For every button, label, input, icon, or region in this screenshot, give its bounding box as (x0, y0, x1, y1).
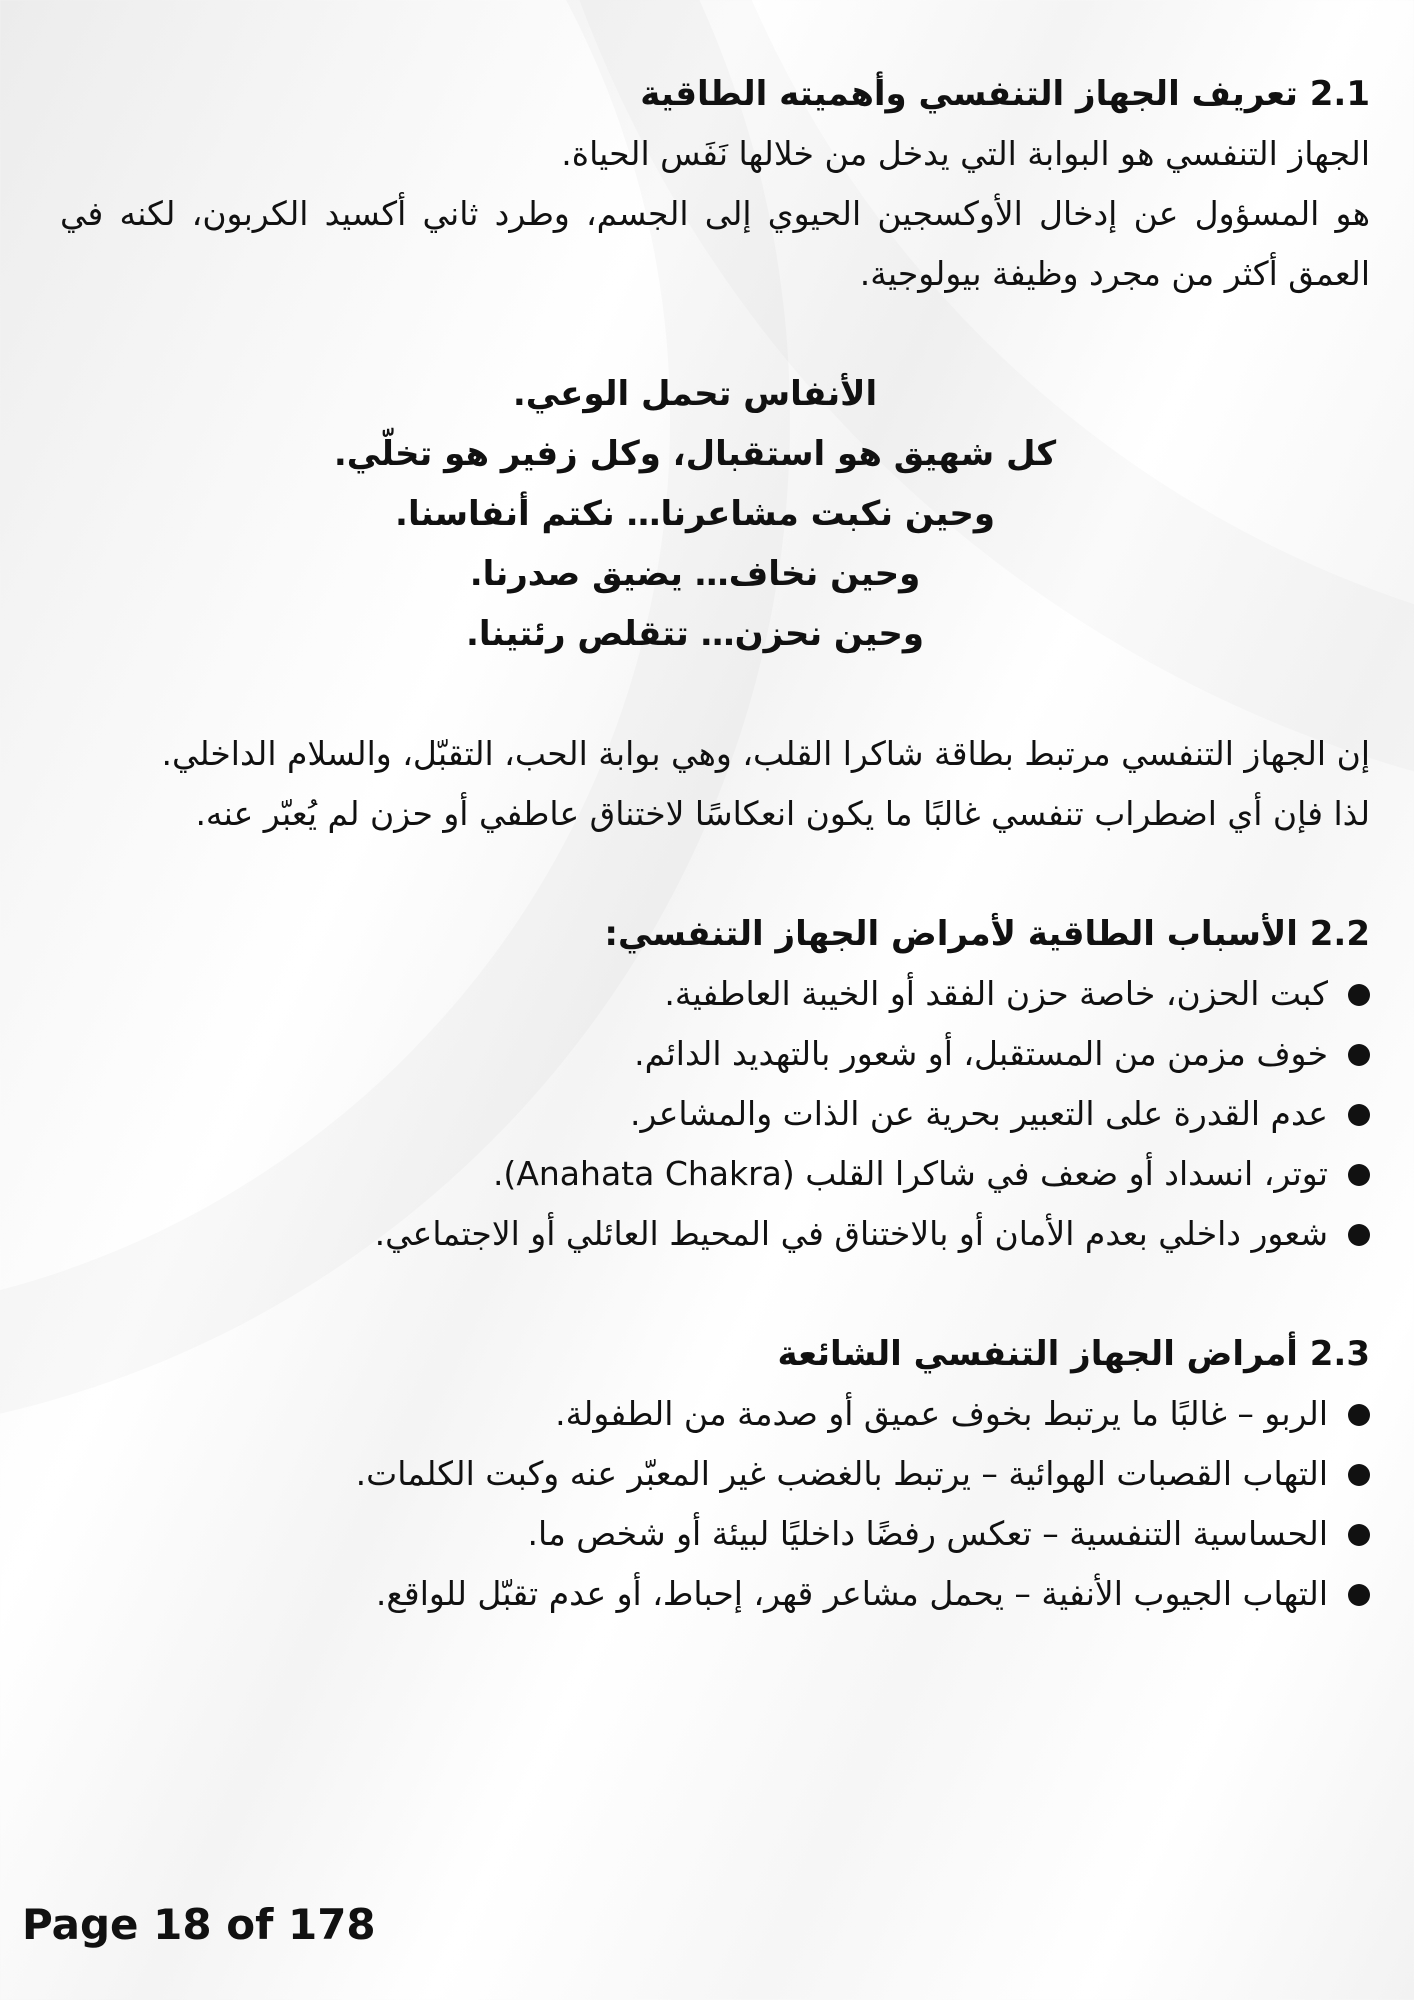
list-item (60, 1204, 1370, 1264)
bullet-icon (1348, 1464, 1370, 1486)
list-item-text: التهاب القصبات الهوائية – يرتبط بالغضب غير المعبّر عنه وكبت الكلمات. (355, 1454, 1328, 1493)
bullet-icon (1348, 1404, 1370, 1426)
poem-line: وحين نكبت مشاعرنا… نكتم أنفاسنا. (395, 494, 995, 534)
list-item-text: توتر، انسداد أو ضعف في شاكرا القلب (Anahata Chakra). (492, 1154, 1328, 1193)
list-item-text: الحساسية التنفسية – تعكس رفضًا داخليًا لبيئة أو شخص ما. (527, 1514, 1328, 1553)
paragraph-line: لذا فإن أي اضطراب تنفسي غالبًا ما يكون انعكاسًا لاختناق عاطفي أو حزن لم يُعبّر عنه. (195, 794, 1370, 833)
poem-line: كل شهيق هو استقبال، وكل زفير هو تخلّي. (333, 434, 1057, 474)
poem-block (60, 364, 1370, 664)
list-item (60, 964, 1370, 1024)
list-item-text: الربو – غالبًا ما يرتبط بخوف عميق أو صدمة من الطفولة. (555, 1394, 1328, 1433)
list-item (60, 1084, 1370, 1144)
list-item (60, 1024, 1370, 1084)
poem-line: وحين نحزن… تتقلص رئتينا. (465, 614, 925, 654)
list-item (60, 1144, 1370, 1204)
page-number: Page 18 of 178 (22, 1900, 376, 1949)
diseases-list (60, 1384, 1370, 1624)
paragraph-line: الجهاز التنفسي هو البوابة التي يدخل من خلالها نَفَس الحياة. (561, 134, 1370, 173)
causes-list (60, 964, 1370, 1264)
bullet-icon (1348, 1164, 1370, 1186)
bullet-icon (1348, 1044, 1370, 1066)
list-item (60, 1504, 1370, 1564)
section-heading-2-3: 2.3 أمراض الجهاز التنفسي الشائعة (777, 1334, 1370, 1374)
bullet-icon (1348, 1104, 1370, 1126)
list-item (60, 1564, 1370, 1624)
list-item-text: خوف مزمن من المستقبل، أو شعور بالتهديد الدائم. (634, 1034, 1328, 1073)
list-item (60, 1384, 1370, 1444)
bullet-icon (1348, 984, 1370, 1006)
page-content (60, 64, 1370, 1624)
bullet-icon (1348, 1524, 1370, 1546)
list-item-text: شعور داخلي بعدم الأمان أو بالاختناق في المحيط العائلي أو الاجتماعي. (374, 1214, 1328, 1253)
bullet-icon (1348, 1224, 1370, 1246)
paragraph-line: إن الجهاز التنفسي مرتبط بطاقة شاكرا القلب، وهي بوابة الحب، التقبّل، والسلام الداخلي. (161, 734, 1370, 773)
list-item-text: عدم القدرة على التعبير بحرية عن الذات والمشاعر. (630, 1094, 1328, 1133)
list-item-text: التهاب الجيوب الأنفية – يحمل مشاعر قهر، إحباط، أو عدم تقبّل للواقع. (375, 1574, 1328, 1613)
section-heading-2-1: 2.1 تعريف الجهاز التنفسي وأهميته الطاقية (640, 74, 1370, 114)
section-heading-2-2: 2.2 الأسباب الطاقية لأمراض الجهاز التنفسي: (604, 914, 1370, 954)
poem-line: الأنفاس تحمل الوعي. (512, 374, 878, 414)
paragraph-line: هو المسؤول عن إدخال الأوكسجين الحيوي إلى الجسم، وطرد ثاني أكسيد الكربون، لكنه في العمق أكثر من مجرد وظيفة بيولوجية. (60, 194, 1370, 293)
list-item (60, 1444, 1370, 1504)
list-item-text: كبت الحزن، خاصة حزن الفقد أو الخيبة العاطفية. (664, 974, 1328, 1013)
poem-line: وحين نخاف… يضيق صدرنا. (469, 554, 921, 594)
bullet-icon (1348, 1584, 1370, 1606)
